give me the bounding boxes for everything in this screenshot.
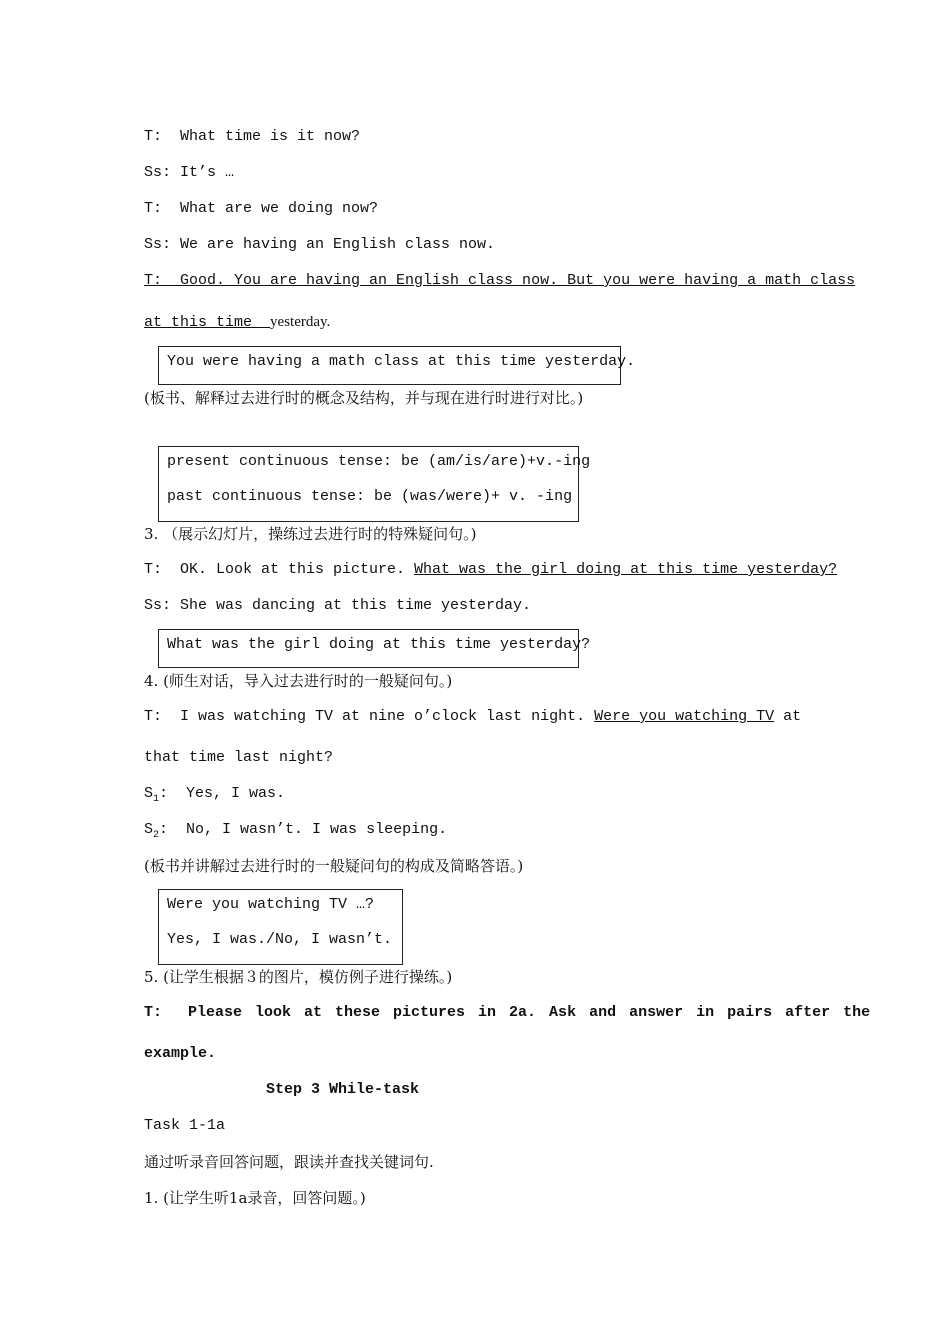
board-text: You were having a math class at this time yesterday. xyxy=(167,353,636,370)
section-heading: 3. （展示幻灯片，操练过去进行时的特殊疑问句。) xyxy=(144,525,477,543)
board-box-3 xyxy=(158,629,591,668)
board-text: What was the girl doing at this time yesterday? xyxy=(167,636,591,653)
dialog-line: that time last night? xyxy=(144,749,334,766)
plain-word: yesterday. xyxy=(270,314,331,330)
board-text: Yes, I was./No, I wasn’t. xyxy=(167,931,393,948)
speaker-subscript: 1 xyxy=(153,794,160,805)
teaching-note: 通过听录音回答问题，跟读并查找关键词句. xyxy=(144,1153,434,1171)
instruction-line: T: Please look at these pictures in 2a. Ask and answer in pairs after the xyxy=(144,1004,871,1021)
underlined-phrase: at this time xyxy=(144,314,271,331)
board-box-4 xyxy=(158,889,403,965)
speaker-label: S xyxy=(144,785,154,802)
instruction-line: example. xyxy=(144,1045,217,1062)
task-label: Task 1-1a xyxy=(144,1117,226,1134)
dialog-line: Ss: It’s … xyxy=(144,164,235,181)
teaching-note: (板书、解释过去进行时的概念及结构，并与现在进行时进行对比。) xyxy=(144,389,584,407)
underlined-phrase: Were you watching TV xyxy=(594,708,775,725)
speaker-label: S xyxy=(144,821,154,838)
board-text: past continuous tense: be (was/were)+ v. -ing xyxy=(167,488,573,505)
board-text: present continuous tense: be (am/is/are)+v.-ing xyxy=(167,453,591,470)
speaker-subscript: 2 xyxy=(153,830,160,841)
dialog-line xyxy=(144,560,837,580)
board-text: Were you watching TV …? xyxy=(167,896,375,913)
board-box-1 xyxy=(158,346,636,385)
section-heading: 1. (让学生听1a录音，回答问题。) xyxy=(144,1189,366,1207)
dialog-line xyxy=(144,820,447,846)
dialog-line xyxy=(144,707,801,727)
dialog-line: T: What time is it now? xyxy=(144,128,361,145)
plain-text: T: OK. Look at this picture. xyxy=(144,561,415,578)
plain-text: : Yes, I was. xyxy=(159,785,286,802)
dialog-line: Ss: She was dancing at this time yesterday. xyxy=(144,597,532,614)
board-box-2 xyxy=(158,446,591,522)
underlined-phrase: What was the girl doing at this time yesterday? xyxy=(414,561,838,578)
dialog-line: Ss: We are having an English class now. xyxy=(144,236,496,253)
plain-text: at xyxy=(774,708,802,725)
section-heading: 5. (让学生根据３的图片，模仿例子进行操练。) xyxy=(144,968,453,986)
plain-text: T: I was watching TV at nine o’clock last night. xyxy=(144,708,595,725)
step-heading: Step 3 While-task xyxy=(266,1081,420,1098)
teaching-note: (板书并讲解过去进行时的一般疑问句的构成及简略答语。) xyxy=(144,857,524,875)
dialog-line xyxy=(144,312,330,333)
section-heading: 4. (师生对话，导入过去进行时的一般疑问句。) xyxy=(144,672,453,690)
plain-text: : No, I wasn’t. I was sleeping. xyxy=(159,821,448,838)
dialog-line-underlined: T: Good. You are having an English class now. But you were having a math class xyxy=(144,272,856,289)
dialog-line xyxy=(144,784,285,810)
dialog-line: T: What are we doing now? xyxy=(144,200,379,217)
